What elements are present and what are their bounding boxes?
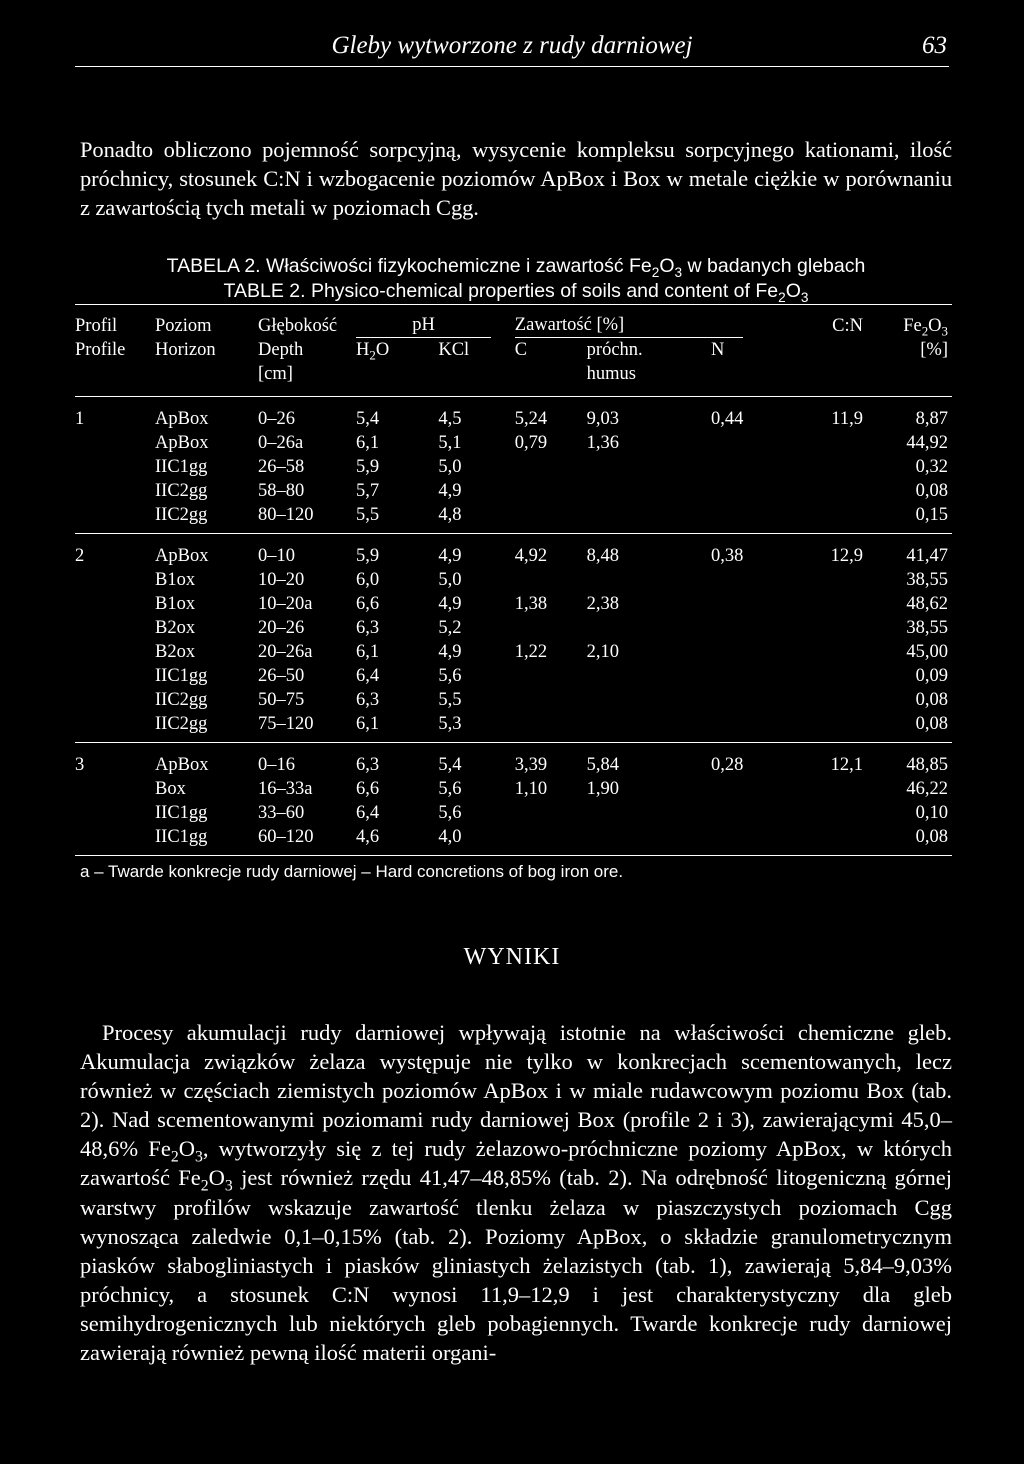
cell-cn: 12,9 xyxy=(783,534,863,569)
cell-ph-h2o: 5,7 xyxy=(356,481,380,501)
col-cm: [cm] xyxy=(258,364,293,384)
cell-cn xyxy=(783,479,863,503)
cell-profile xyxy=(75,712,155,743)
cell-cn xyxy=(783,640,863,664)
cell-ph-kcl: 5,6 xyxy=(438,803,462,823)
running-header xyxy=(75,26,949,67)
table-row xyxy=(75,664,952,688)
cell-ph-kcl: 4,9 xyxy=(438,642,462,662)
cell-c: 1,38 xyxy=(514,594,548,614)
table-row xyxy=(75,568,952,592)
cell-profile xyxy=(75,431,155,455)
cell-depth: 0–26a xyxy=(258,433,304,453)
cell-cn xyxy=(783,616,863,640)
col-fe-unit: [%] xyxy=(920,340,948,360)
cell-cn xyxy=(783,568,863,592)
cell-c xyxy=(515,568,587,592)
cell-ph-kcl: 5,4 xyxy=(438,743,514,778)
cell-ph-kcl: 5,1 xyxy=(438,433,462,453)
table-caption-pl: TABELA 2. Właściwości fizykochemiczne i zawartość $Fe_2O_3$ w badanych glebach xyxy=(166,255,866,280)
table-row xyxy=(75,825,952,856)
properties-table xyxy=(75,304,952,856)
cell-humus: 1,36 xyxy=(586,433,620,453)
cell-horizon: ApBox xyxy=(155,397,258,432)
cell-cn xyxy=(783,825,863,856)
cell-depth: 75–120 xyxy=(258,714,314,734)
table-row xyxy=(75,431,952,455)
cell-horizon: IIC2gg xyxy=(155,690,208,710)
cell-depth: 20–26 xyxy=(258,618,305,638)
cell-horizon: ApBox xyxy=(155,534,258,569)
cell-humus: 2,10 xyxy=(586,642,620,662)
col-profile: Profile xyxy=(75,340,126,360)
cell-depth: 50–75 xyxy=(258,690,305,710)
cell-fe2o3: 0,08 xyxy=(915,481,948,501)
cell-n xyxy=(711,640,783,664)
cell-fe2o3: 0,09 xyxy=(915,666,948,686)
cell-c xyxy=(515,455,587,479)
cell-fe2o3: 0,15 xyxy=(915,505,948,525)
table-row xyxy=(75,688,952,712)
cell-depth: 10–20 xyxy=(258,570,305,590)
col-zawartosc: Zawartość [%] xyxy=(515,313,743,338)
cell-cn xyxy=(783,431,863,455)
cell-fe2o3: 0,08 xyxy=(915,690,948,710)
table-row xyxy=(75,455,952,479)
cell-n xyxy=(711,479,783,503)
cell-horizon: ApBox xyxy=(155,433,209,453)
col-fe2o3: $Fe_2O_3$ xyxy=(863,305,952,339)
cell-humus xyxy=(587,568,711,592)
cell-n xyxy=(711,801,783,825)
cell-c xyxy=(515,801,587,825)
cell-c: 5,24 xyxy=(515,397,587,432)
cell-c xyxy=(515,688,587,712)
cell-ph-h2o: 6,4 xyxy=(356,803,380,823)
cell-cn xyxy=(783,455,863,479)
cell-ph-h2o: 6,4 xyxy=(356,666,380,686)
cell-humus xyxy=(587,664,711,688)
cell-fe2o3: 0,08 xyxy=(915,714,948,734)
cell-ph-kcl: 4,9 xyxy=(438,481,462,501)
cell-c: 4,92 xyxy=(515,534,587,569)
cell-ph-kcl: 5,3 xyxy=(438,714,462,734)
cell-humus: 2,38 xyxy=(586,594,620,614)
col-ph-group xyxy=(356,305,515,339)
cell-profile xyxy=(75,664,155,688)
col-zawartosc-group xyxy=(515,305,783,339)
table-row xyxy=(75,592,952,616)
col-horizon: Horizon xyxy=(155,340,216,360)
cell-cn xyxy=(783,712,863,743)
cell-depth: 80–120 xyxy=(258,505,314,525)
cell-ph-kcl: 4,8 xyxy=(438,505,462,525)
cell-n xyxy=(711,664,783,688)
col-h2o: $H_2O$ xyxy=(356,340,390,363)
cell-fe2o3: 48,62 xyxy=(906,594,948,614)
cell-profile xyxy=(75,616,155,640)
cell-ph-h2o: 6,1 xyxy=(356,433,380,453)
cell-depth: 0–10 xyxy=(258,534,356,569)
col-ph: pH xyxy=(356,313,491,338)
cell-depth: 26–58 xyxy=(258,457,305,477)
cell-cn xyxy=(783,777,863,801)
cell-fe2o3: 38,55 xyxy=(906,570,948,590)
cell-n xyxy=(711,688,783,712)
cell-horizon: B1ox xyxy=(155,594,196,614)
cell-horizon: IIC2gg xyxy=(155,714,208,734)
cell-profile xyxy=(75,568,155,592)
cell-c: 1,22 xyxy=(514,642,548,662)
cell-horizon: IIC2gg xyxy=(155,505,208,525)
cell-c xyxy=(515,503,587,534)
cell-c xyxy=(515,664,587,688)
cell-ph-kcl: 5,5 xyxy=(438,690,462,710)
cell-horizon: ApBox xyxy=(155,743,258,778)
cell-humus: 9,03 xyxy=(587,397,711,432)
cell-ph-kcl: 4,9 xyxy=(438,534,514,569)
cell-profile xyxy=(75,503,155,534)
cell-ph-h2o: 5,5 xyxy=(356,505,380,525)
cell-depth: 16–33a xyxy=(258,779,313,799)
cell-fe2o3: 41,47 xyxy=(863,534,952,569)
col-glebokosc: Głębokość xyxy=(258,305,356,339)
cell-n xyxy=(711,592,783,616)
cell-humus xyxy=(587,688,711,712)
table-header-row xyxy=(75,362,952,397)
col-kcl: KCl xyxy=(438,340,470,360)
cell-c xyxy=(515,712,587,743)
page-number: 63 xyxy=(922,32,947,59)
cell-depth: 0–26 xyxy=(258,397,356,432)
cell-cn xyxy=(783,664,863,688)
body-text xyxy=(80,1018,952,1367)
table-captions xyxy=(80,254,952,304)
cell-n xyxy=(711,431,783,455)
cell-fe2o3: 0,32 xyxy=(915,457,948,477)
cell-profile xyxy=(75,825,155,856)
cell-humus: 8,48 xyxy=(587,534,711,569)
cell-humus xyxy=(587,801,711,825)
cell-ph-h2o: 6,1 xyxy=(356,714,380,734)
cell-ph-h2o: 5,4 xyxy=(356,397,438,432)
cell-ph-kcl: 5,0 xyxy=(438,457,462,477)
cell-fe2o3: 48,85 xyxy=(863,743,952,778)
cell-horizon: IIC2gg xyxy=(155,481,208,501)
cell-n xyxy=(711,825,783,856)
cell-fe2o3: 0,08 xyxy=(863,825,952,856)
section-heading: WYNIKI xyxy=(463,944,561,970)
table-row xyxy=(75,503,952,534)
cell-n xyxy=(711,777,783,801)
cell-humus xyxy=(587,479,711,503)
cell-n: 0,44 xyxy=(711,397,783,432)
col-humus: humus xyxy=(586,364,637,384)
cell-ph-kcl: 4,5 xyxy=(438,397,514,432)
cell-humus xyxy=(587,616,711,640)
table-footnote: a – Twarde konkrecje rudy darniowej – Hard concretions of bog iron ore. xyxy=(80,862,624,881)
col-n: N xyxy=(711,340,725,360)
cell-depth: 0–16 xyxy=(258,743,356,778)
cell-cn: 12,1 xyxy=(783,743,863,778)
col-profil: Profil xyxy=(75,305,155,339)
cell-profile xyxy=(75,688,155,712)
cell-n xyxy=(711,568,783,592)
cell-fe2o3: 0,10 xyxy=(915,803,948,823)
cell-humus xyxy=(587,455,711,479)
body-paragraph: Procesy akumulacji rudy darniowej wpływają istotnie na właściwości chemiczne gleb. Akumulacja związków żelaza występuje nie tylko w konkrecjach scementowanych, lecz również w częściach ziemistych poziomów ApBox i w miale rudawcowym poziomu Box (tab. 2). Nad scementowanymi poziomami rudy darniowej Box (profile 2 i 3), zawierającymi 45,0–48,6% $Fe_2O_3$, wytworzyły się z tej rudy żelazowo-próchniczne poziomy ApBox, w których zawartość $Fe_2O_3$ jest również rzędu 41,47–48,85% (tab. 2). Na odrębność litogeniczną górnej warstwy profilów wskazuje zawartość tlenku żelaza w piaszczystych poziomach Cgg wynosząca zaledwie 0,1–0,15% (tab. 2). Poziomy ApBox, o składzie granulometrycznym piasków słabogliniastych i piasków gliniastych żelazistych (tab. 1), zawierają 5,84–9,03% próchnicy, a stosunek C:N wynosi 11,9–12,9 i jest charakterystyczny dla gleb semihydrogenicznych lub niektórych gleb pobagiennych. Twarde konkrecje rudy darniowej zawierają również pewną ilość materii organi- xyxy=(80,1020,952,1366)
cell-ph-h2o: 4,6 xyxy=(356,825,438,856)
cell-ph-h2o: 6,1 xyxy=(356,642,380,662)
cell-ph-h2o: 6,3 xyxy=(356,743,438,778)
table-row xyxy=(75,534,952,569)
cell-ph-h2o: 5,9 xyxy=(356,534,438,569)
cell-horizon: IIC1gg xyxy=(155,666,208,686)
table-row xyxy=(75,777,952,801)
cell-ph-kcl: 4,0 xyxy=(438,825,514,856)
cell-profile xyxy=(75,592,155,616)
cell-ph-kcl: 4,9 xyxy=(438,594,462,614)
cell-ph-kcl: 5,6 xyxy=(438,779,462,799)
cell-fe2o3: 46,22 xyxy=(906,779,948,799)
cell-profile: 3 xyxy=(75,743,155,778)
cell-c xyxy=(515,479,587,503)
table-row xyxy=(75,616,952,640)
col-c: C xyxy=(514,340,528,360)
table-row xyxy=(75,801,952,825)
cell-n xyxy=(711,455,783,479)
cell-cn xyxy=(783,592,863,616)
col-cn: C:N xyxy=(783,305,863,339)
cell-horizon: IIC1gg xyxy=(155,457,208,477)
cell-horizon: IIC1gg xyxy=(155,803,208,823)
cell-fe2o3: 38,55 xyxy=(906,618,948,638)
cell-depth: 33–60 xyxy=(258,803,305,823)
cell-profile xyxy=(75,801,155,825)
col-prochn: próchn. xyxy=(586,340,643,360)
cell-ph-h2o: 6,3 xyxy=(356,618,380,638)
cell-horizon: B1ox xyxy=(155,570,196,590)
cell-n: 0,38 xyxy=(711,534,783,569)
cell-ph-h2o: 6,6 xyxy=(356,779,380,799)
col-depth: Depth xyxy=(258,340,304,360)
cell-ph-kcl: 5,6 xyxy=(438,666,462,686)
cell-c: 3,39 xyxy=(515,743,587,778)
cell-fe2o3: 44,92 xyxy=(906,433,948,453)
cell-humus xyxy=(587,825,711,856)
table-row xyxy=(75,397,952,432)
cell-cn xyxy=(783,688,863,712)
cell-ph-h2o: 5,9 xyxy=(356,457,380,477)
cell-c: 1,10 xyxy=(514,779,548,799)
cell-depth: 58–80 xyxy=(258,481,305,501)
cell-humus: 1,90 xyxy=(586,779,620,799)
cell-profile: 2 xyxy=(75,534,155,569)
cell-depth: 10–20a xyxy=(258,594,313,614)
cell-horizon: IIC1gg xyxy=(155,825,258,856)
cell-ph-h2o: 6,3 xyxy=(356,690,380,710)
cell-cn xyxy=(783,503,863,534)
cell-cn xyxy=(783,801,863,825)
cell-profile xyxy=(75,479,155,503)
running-title: Gleby wytworzone z rudy darniowej xyxy=(331,32,693,59)
table-row xyxy=(75,743,952,778)
cell-n xyxy=(711,712,783,743)
intro-paragraph: Ponadto obliczono pojemność sorpcyjną, wysycenie kompleksu sorpcyjnego kationami, ilość próchnicy, stosunek C:N i wzbogacenie poziomów ApBox i Box w metale ciężkie w porównaniu z zawartością tych metali w poziomach Cgg. xyxy=(80,137,952,220)
cell-n xyxy=(711,503,783,534)
cell-c: 0,79 xyxy=(514,433,548,453)
cell-profile xyxy=(75,777,155,801)
table-row xyxy=(75,640,952,664)
cell-ph-h2o: 6,6 xyxy=(356,594,380,614)
cell-profile xyxy=(75,640,155,664)
table-row xyxy=(75,712,952,743)
cell-horizon: Box xyxy=(155,779,186,799)
cell-fe2o3: 45,00 xyxy=(906,642,948,662)
cell-ph-kcl: 5,2 xyxy=(438,618,462,638)
cell-cn: 11,9 xyxy=(783,397,863,432)
cell-ph-h2o: 6,0 xyxy=(356,570,380,590)
table-header-row xyxy=(75,338,952,362)
table-caption-en: TABLE 2. Physico-chemical properties of soils and content of $Fe_2O_3$ xyxy=(223,280,809,305)
cell-depth: 60–120 xyxy=(258,825,356,856)
cell-horizon: B2ox xyxy=(155,642,196,662)
cell-profile: 1 xyxy=(75,397,155,432)
cell-humus xyxy=(587,712,711,743)
cell-c xyxy=(515,616,587,640)
cell-fe2o3: 8,87 xyxy=(863,397,952,432)
table-header-row xyxy=(75,305,952,339)
cell-depth: 26–50 xyxy=(258,666,305,686)
cell-horizon: B2ox xyxy=(155,618,196,638)
cell-humus xyxy=(587,503,711,534)
cell-humus: 5,84 xyxy=(587,743,711,778)
cell-n: 0,28 xyxy=(711,743,783,778)
cell-n xyxy=(711,616,783,640)
cell-c xyxy=(515,825,587,856)
cell-depth: 20–26a xyxy=(258,642,313,662)
table-row xyxy=(75,479,952,503)
cell-ph-kcl: 5,0 xyxy=(438,570,462,590)
col-poziom: Poziom xyxy=(155,305,258,339)
cell-profile xyxy=(75,455,155,479)
